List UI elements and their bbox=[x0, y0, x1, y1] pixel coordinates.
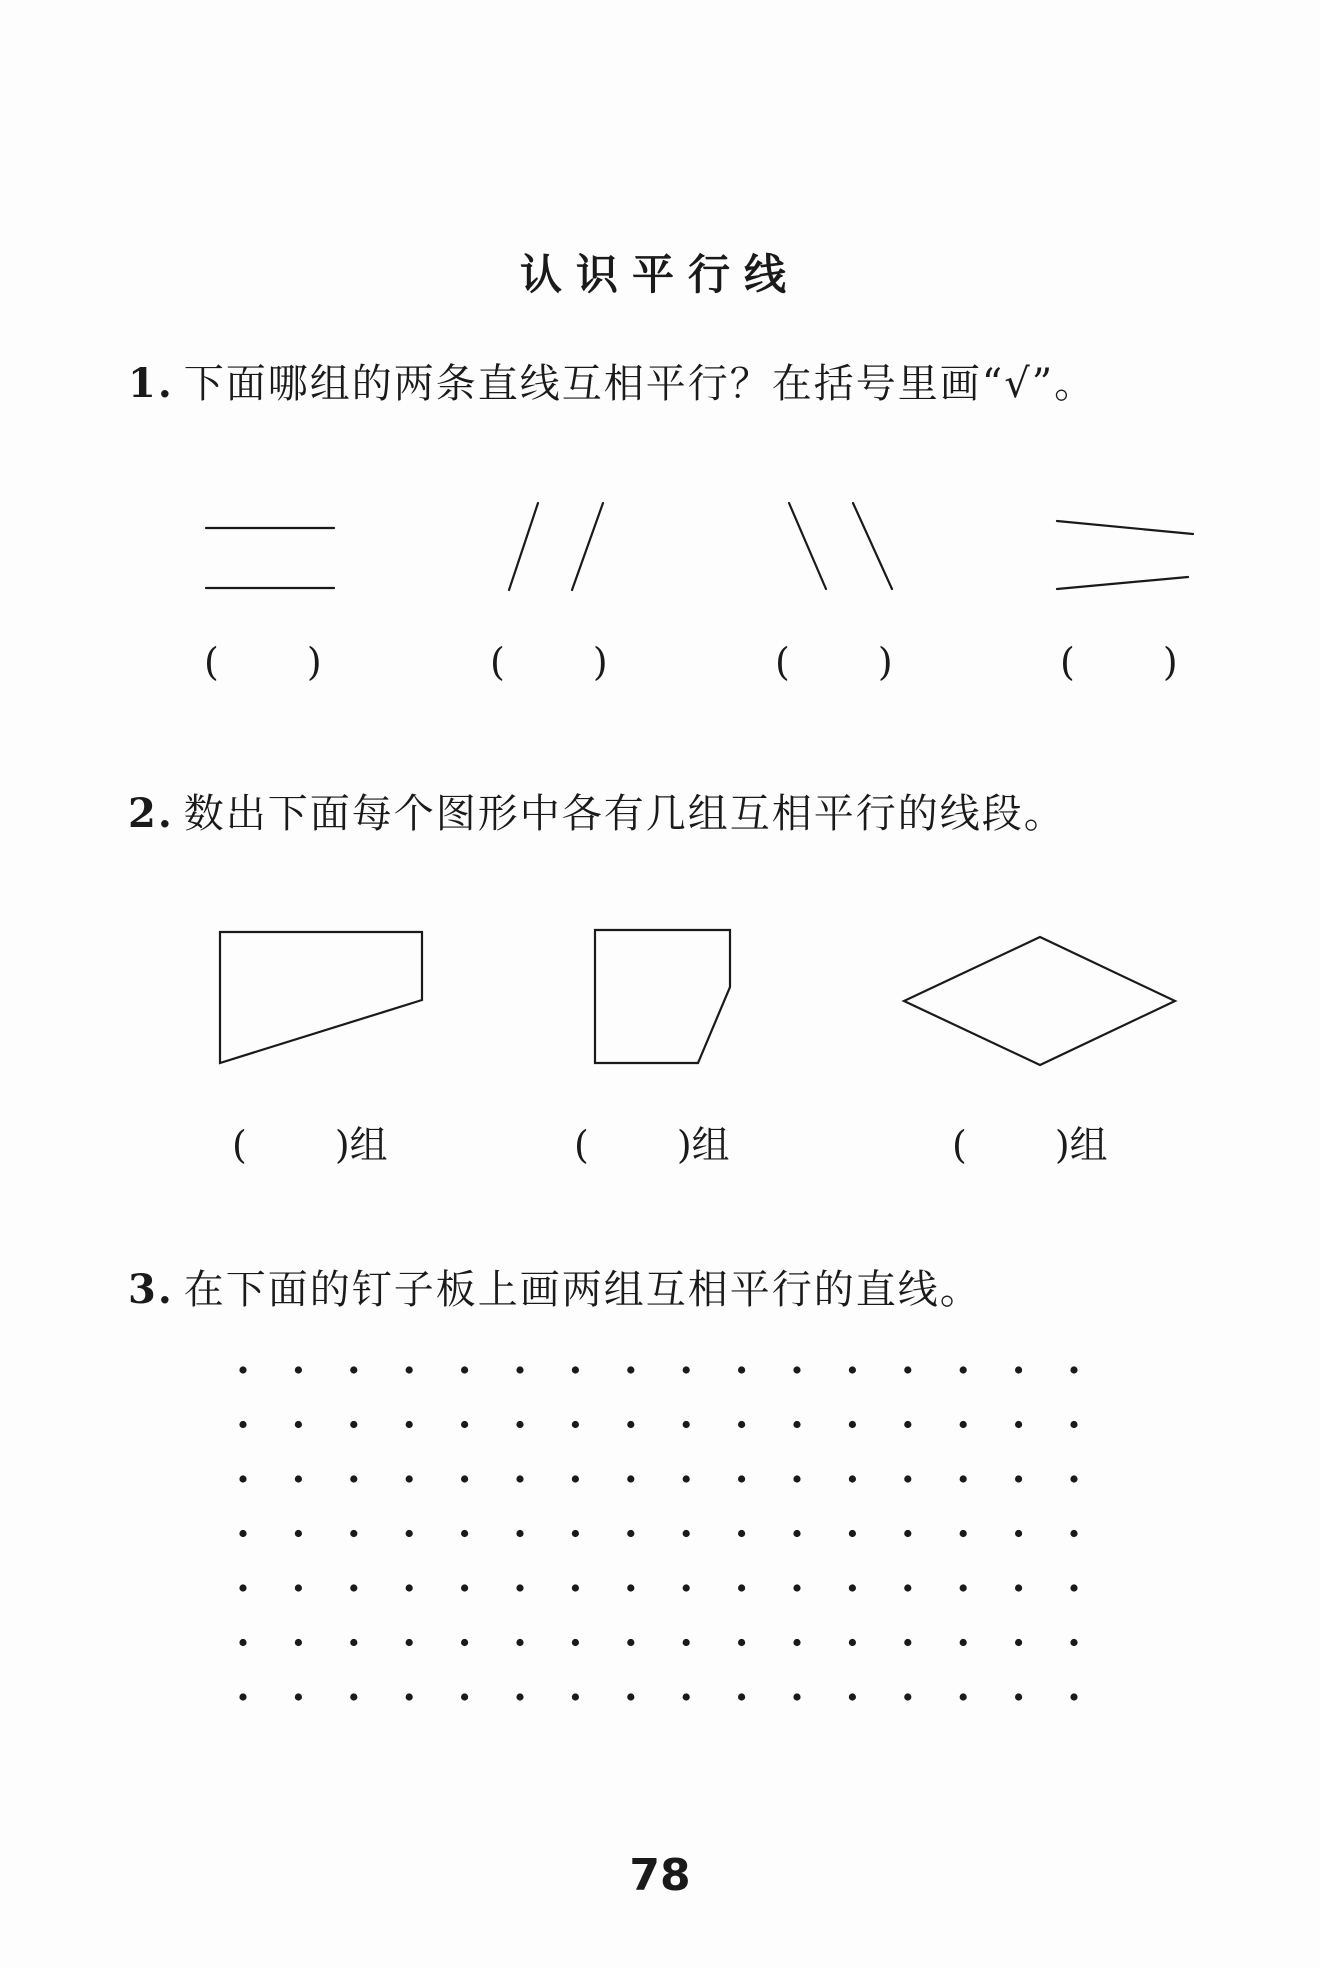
nail-dot[interactable] bbox=[683, 1530, 690, 1537]
nail-dot[interactable] bbox=[960, 1693, 967, 1700]
nail-dot[interactable] bbox=[738, 1475, 745, 1482]
q1-option-3-lines bbox=[789, 503, 892, 589]
nail-dot[interactable] bbox=[1015, 1584, 1022, 1591]
question-2-text: 数出下面每个图形中各有几组互相平行的线段。 bbox=[183, 791, 1066, 837]
nail-dot[interactable] bbox=[793, 1475, 800, 1482]
nail-dot[interactable] bbox=[406, 1693, 413, 1700]
nail-dot[interactable] bbox=[683, 1639, 690, 1646]
nail-dot[interactable] bbox=[239, 1693, 246, 1700]
q1-option-1-lines bbox=[206, 528, 334, 588]
q1-option-4-lines bbox=[1057, 521, 1193, 589]
nail-dot[interactable] bbox=[904, 1530, 911, 1537]
nail-dot[interactable] bbox=[1070, 1584, 1077, 1591]
nail-dot[interactable] bbox=[572, 1421, 579, 1428]
nail-dot[interactable] bbox=[406, 1366, 413, 1373]
nail-dot[interactable] bbox=[738, 1639, 745, 1646]
nail-dot[interactable] bbox=[239, 1421, 246, 1428]
nail-dot[interactable] bbox=[516, 1530, 523, 1537]
nail-dot[interactable] bbox=[406, 1584, 413, 1591]
nail-dot[interactable] bbox=[1070, 1366, 1077, 1373]
nail-dot[interactable] bbox=[849, 1693, 856, 1700]
q1-answer-blank-1[interactable]: ( ) bbox=[204, 640, 322, 684]
nail-dot[interactable] bbox=[627, 1693, 634, 1700]
nail-dot[interactable] bbox=[516, 1366, 523, 1373]
question-3-number: 3. bbox=[128, 1266, 174, 1313]
nail-dot[interactable] bbox=[295, 1475, 302, 1482]
nail-dot[interactable] bbox=[683, 1475, 690, 1482]
nail-dot[interactable] bbox=[738, 1366, 745, 1373]
nail-dot[interactable] bbox=[904, 1366, 911, 1373]
nail-dot[interactable] bbox=[516, 1639, 523, 1646]
q1-answer-blank-3[interactable]: ( ) bbox=[775, 640, 893, 684]
nail-dot[interactable] bbox=[738, 1421, 745, 1428]
nail-dot[interactable] bbox=[461, 1693, 468, 1700]
nail-dot[interactable] bbox=[406, 1475, 413, 1482]
question-1-text: 下面哪组的两条直线互相平行？在括号里画“√”。 bbox=[183, 361, 1097, 407]
nail-dot[interactable] bbox=[683, 1584, 690, 1591]
page-title: 认识平行线 bbox=[519, 250, 800, 299]
nail-dot[interactable] bbox=[1015, 1693, 1022, 1700]
nail-dot[interactable] bbox=[738, 1584, 745, 1591]
nail-dot[interactable] bbox=[295, 1584, 302, 1591]
nail-dot[interactable] bbox=[461, 1530, 468, 1537]
nail-dot[interactable] bbox=[849, 1584, 856, 1591]
q1-answer-blank-4[interactable]: ( ) bbox=[1060, 640, 1178, 684]
nail-dot[interactable] bbox=[239, 1530, 246, 1537]
nail-dot[interactable] bbox=[904, 1693, 911, 1700]
nail-dot[interactable] bbox=[295, 1693, 302, 1700]
nail-dot[interactable] bbox=[350, 1530, 357, 1537]
nail-dot[interactable] bbox=[960, 1366, 967, 1373]
nail-dot[interactable] bbox=[683, 1421, 690, 1428]
nail-dot[interactable] bbox=[461, 1639, 468, 1646]
q2-shape-1-trapezoid bbox=[220, 932, 422, 1063]
nail-dot[interactable] bbox=[572, 1366, 579, 1373]
nail-dot[interactable] bbox=[572, 1584, 579, 1591]
nail-dot[interactable] bbox=[904, 1421, 911, 1428]
nail-dot[interactable] bbox=[904, 1639, 911, 1646]
nail-dot[interactable] bbox=[350, 1693, 357, 1700]
question-2-number: 2. bbox=[128, 790, 174, 837]
nail-dot[interactable] bbox=[627, 1530, 634, 1537]
nail-dot[interactable] bbox=[239, 1584, 246, 1591]
q1-answer-blank-2[interactable]: ( ) bbox=[490, 640, 608, 684]
nail-dot[interactable] bbox=[960, 1530, 967, 1537]
nail-dot[interactable] bbox=[406, 1639, 413, 1646]
nail-dot[interactable] bbox=[239, 1475, 246, 1482]
nail-dot[interactable] bbox=[960, 1475, 967, 1482]
nail-dot[interactable] bbox=[295, 1639, 302, 1646]
nail-dot[interactable] bbox=[793, 1366, 800, 1373]
nail-dot[interactable] bbox=[960, 1421, 967, 1428]
nail-dot[interactable] bbox=[239, 1639, 246, 1646]
q2-shape-3-rhombus bbox=[904, 937, 1175, 1065]
nail-dot[interactable] bbox=[516, 1693, 523, 1700]
nail-dot[interactable] bbox=[350, 1421, 357, 1428]
nail-dot[interactable] bbox=[406, 1530, 413, 1537]
q2-answer-blank-2[interactable]: ( )组 bbox=[574, 1123, 730, 1167]
nail-dot[interactable] bbox=[793, 1639, 800, 1646]
nail-dot[interactable] bbox=[295, 1530, 302, 1537]
nail-dot[interactable] bbox=[461, 1475, 468, 1482]
nail-dot[interactable] bbox=[1070, 1639, 1077, 1646]
nail-board[interactable] bbox=[239, 1366, 1077, 1700]
nail-dot[interactable] bbox=[627, 1366, 634, 1373]
nail-dot[interactable] bbox=[683, 1693, 690, 1700]
nail-dot[interactable] bbox=[1015, 1421, 1022, 1428]
nail-dot[interactable] bbox=[904, 1475, 911, 1482]
nail-dot[interactable] bbox=[627, 1475, 634, 1482]
nail-dot[interactable] bbox=[627, 1639, 634, 1646]
nail-dot[interactable] bbox=[627, 1421, 634, 1428]
nail-dot[interactable] bbox=[239, 1366, 246, 1373]
nail-dot[interactable] bbox=[1015, 1475, 1022, 1482]
nail-dot[interactable] bbox=[516, 1584, 523, 1591]
nail-dot[interactable] bbox=[350, 1584, 357, 1591]
nail-dot[interactable] bbox=[627, 1584, 634, 1591]
nail-dot[interactable] bbox=[960, 1639, 967, 1646]
nail-dot[interactable] bbox=[516, 1421, 523, 1428]
nail-dot[interactable] bbox=[683, 1366, 690, 1373]
nail-dot[interactable] bbox=[793, 1693, 800, 1700]
q2-answer-blank-3[interactable]: ( )组 bbox=[952, 1123, 1108, 1167]
nail-dot[interactable] bbox=[1070, 1530, 1077, 1537]
nail-dot[interactable] bbox=[572, 1639, 579, 1646]
nail-dot[interactable] bbox=[849, 1421, 856, 1428]
nail-dot[interactable] bbox=[350, 1639, 357, 1646]
q2-shape-2-pentagon bbox=[595, 930, 730, 1063]
nail-dot[interactable] bbox=[350, 1475, 357, 1482]
nail-dot[interactable] bbox=[572, 1530, 579, 1537]
nail-dot[interactable] bbox=[849, 1530, 856, 1537]
nail-dot[interactable] bbox=[1015, 1530, 1022, 1537]
nail-dot[interactable] bbox=[793, 1530, 800, 1537]
nail-dot[interactable] bbox=[849, 1366, 856, 1373]
page-number: 78 bbox=[629, 1850, 691, 1901]
nail-dot[interactable] bbox=[849, 1475, 856, 1482]
nail-dot[interactable] bbox=[350, 1366, 357, 1373]
nail-dot[interactable] bbox=[1015, 1639, 1022, 1646]
nail-dot[interactable] bbox=[406, 1421, 413, 1428]
nail-dot[interactable] bbox=[572, 1693, 579, 1700]
nail-dot[interactable] bbox=[849, 1639, 856, 1646]
q2-answer-blank-1[interactable]: ( )组 bbox=[232, 1123, 388, 1167]
nail-dot[interactable] bbox=[461, 1584, 468, 1591]
nail-dot[interactable] bbox=[738, 1530, 745, 1537]
nail-dot[interactable] bbox=[461, 1366, 468, 1373]
question-3-text: 在下面的钉子板上画两组互相平行的直线。 bbox=[183, 1267, 982, 1313]
nail-dot[interactable] bbox=[793, 1421, 800, 1428]
nail-dot[interactable] bbox=[1070, 1693, 1077, 1700]
nail-dot[interactable] bbox=[295, 1421, 302, 1428]
q1-option-2-lines bbox=[509, 503, 603, 590]
nail-dot[interactable] bbox=[960, 1584, 967, 1591]
nail-dot[interactable] bbox=[1070, 1421, 1077, 1428]
nail-dot[interactable] bbox=[516, 1475, 523, 1482]
nail-dot[interactable] bbox=[1015, 1366, 1022, 1373]
question-1-number: 1. bbox=[128, 360, 174, 407]
nail-dot[interactable] bbox=[793, 1584, 800, 1591]
nail-dot[interactable] bbox=[461, 1421, 468, 1428]
nail-dot[interactable] bbox=[572, 1475, 579, 1482]
nail-dot[interactable] bbox=[904, 1584, 911, 1591]
nail-dot[interactable] bbox=[738, 1693, 745, 1700]
nail-dot[interactable] bbox=[1070, 1475, 1077, 1482]
nail-dot[interactable] bbox=[295, 1366, 302, 1373]
